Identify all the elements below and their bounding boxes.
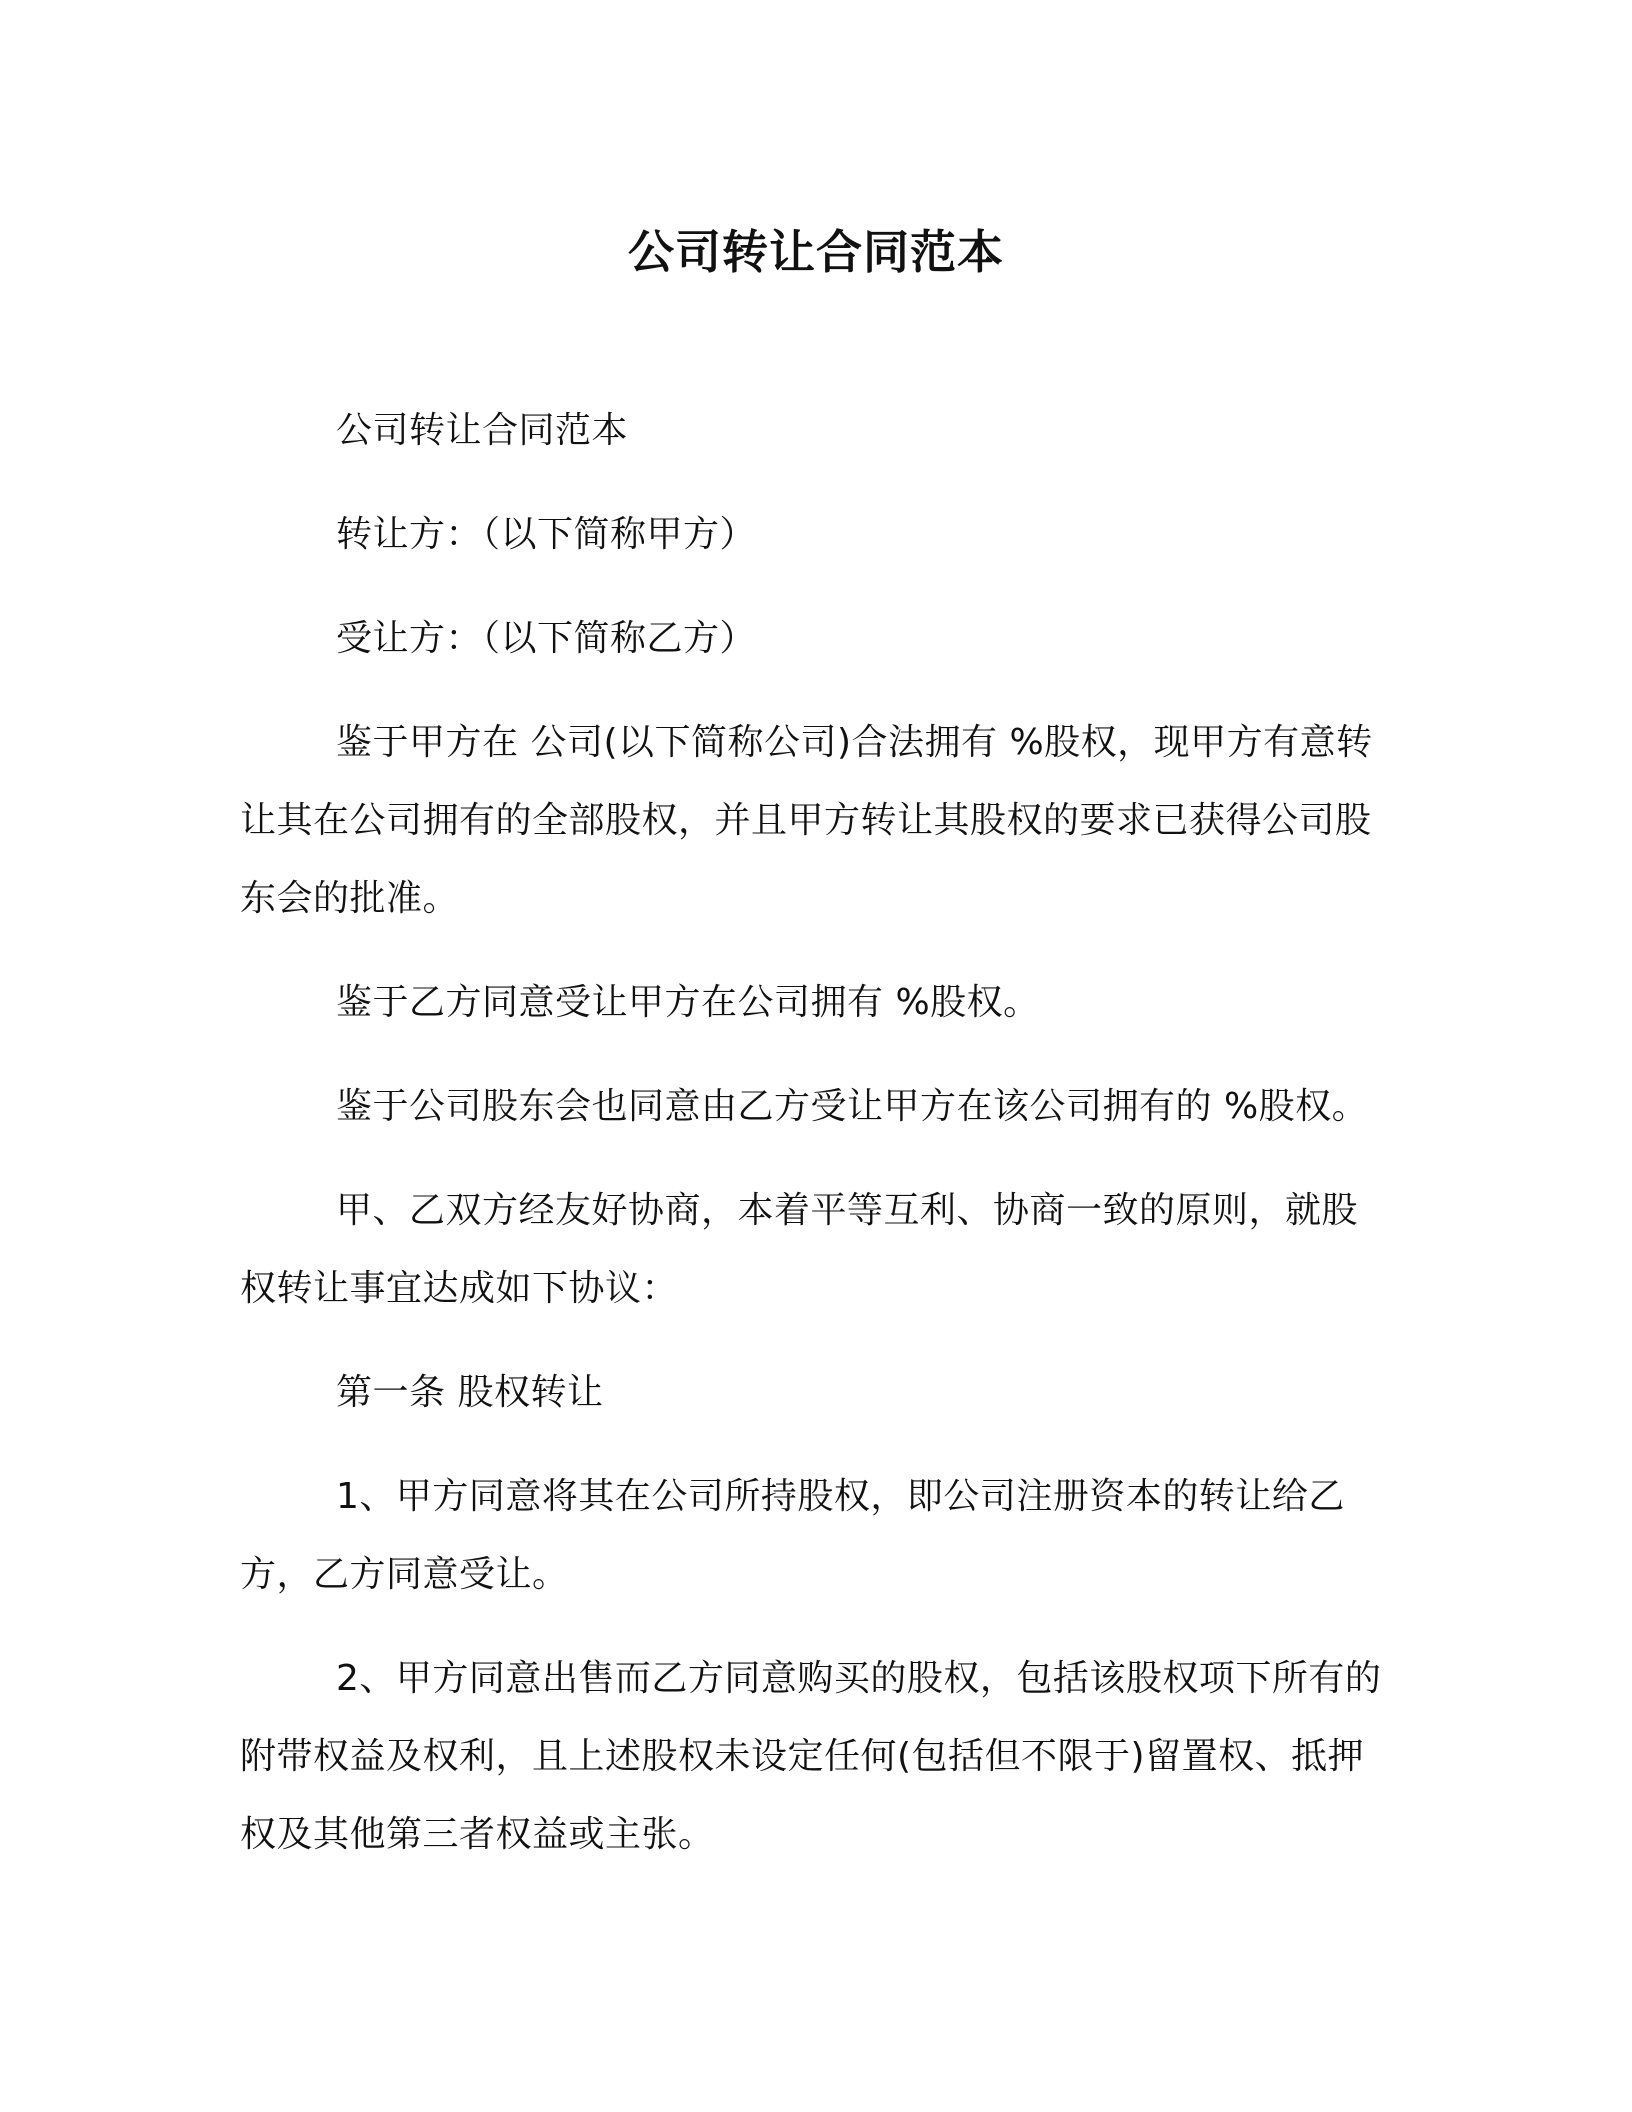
paragraph-whereas-1: 鉴于甲方在 公司(以下简称公司)合法拥有 %股权，现甲方有意转让其在公司拥有的全部股权，并且甲方转让其股权的要求已获得公司股东会的批准。	[240, 722, 1373, 919]
paragraph-subtitle: 公司转让合同范本	[336, 410, 629, 451]
paragraph-article-1-heading: 第一条 股权转让	[336, 1372, 604, 1413]
paragraph-transferor: 转让方：（以下简称甲方）	[336, 514, 757, 555]
paragraph-whereas-3: 鉴于公司股东会也同意由乙方受让甲方在该公司拥有的 %股权。	[336, 1086, 1369, 1127]
document-body	[240, 392, 1382, 1900]
paragraph-clause-2: 2、甲方同意出售而乙方同意购买的股权，包括该股权项下所有的附带权益及权利，且上述股权未设定任何(包括但不限于)留置权、抵押权及其他第三者权益或主张。	[240, 1658, 1382, 1855]
paragraph-clause-1: 1、甲方同意将其在公司所持股权，即公司注册资本的转让给乙方，乙方同意受让。	[240, 1476, 1345, 1595]
paragraph-agreement-intro: 甲、乙双方经友好协商，本着平等互利、协商一致的原则，就股权转让事宜达成如下协议：	[240, 1190, 1359, 1309]
document-title: 公司转让合同范本	[628, 225, 1004, 279]
paragraph-whereas-2: 鉴于乙方同意受让甲方在公司拥有 %股权。	[336, 982, 1040, 1023]
paragraph-transferee: 受让方：（以下简称乙方）	[336, 618, 757, 659]
